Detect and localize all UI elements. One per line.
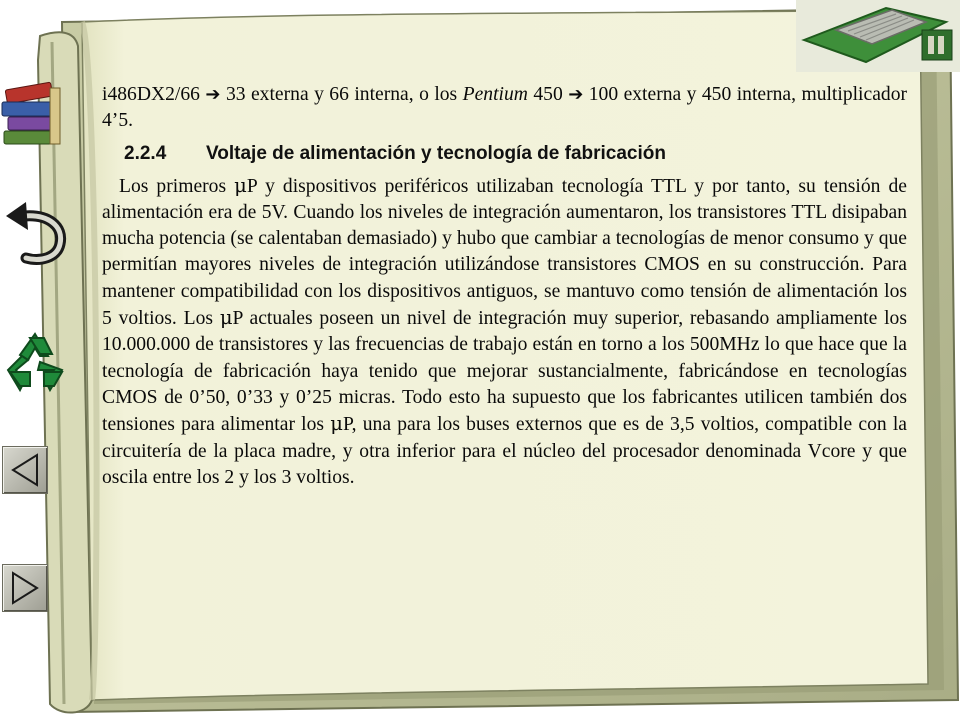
previous-page-button[interactable] [2,446,48,494]
arrow-icon: ➔ [205,84,221,105]
mu-symbol: μ [330,412,343,436]
books-icon[interactable] [0,78,68,148]
paragraph-first [102,82,907,135]
page-content [102,82,907,491]
next-page-icon [3,565,47,611]
previous-page-icon [3,447,47,493]
pentium-text: Pentium [462,84,528,105]
processor-chip-icon [796,0,960,72]
next-page-button[interactable] [2,564,48,612]
paragraph-main [102,173,907,492]
text-segment: i486DX2/66 [102,84,200,105]
section-heading [124,141,907,167]
return-arrow-icon[interactable] [2,200,70,270]
arrow-icon: ➔ [568,84,584,105]
text-segment: 33 externa y 66 interna, o los [220,84,463,105]
section-number: 2.2.4 [124,142,167,164]
text-segment: 450 [527,84,569,105]
text-segment: P, una para los buses externos que es de 3,5 voltios, compatible con la circuitería de la placa madre, y otra inferior para el núcleo del procesador denominada Vcore y que oscila entre los 2 y los 3 voltios. [102,414,907,488]
section-title: Voltaje de alimentación y tecnología de fabricación [206,142,666,164]
mu-symbol: μ [219,306,233,330]
text-segment: Los primeros [119,175,235,197]
recycle-icon[interactable] [0,330,70,394]
text-segment: P y dispositivos periféricos utilizaban tecnología TTL y por tanto, su tensión de alimentación era de 5V. Cuando los niveles de integración aumentaron, los transistores TTL disipaban mucha potencia (se calentaban demasiado) y hubo que cambiar a tecnologías de menor consumo y que permitían mayores niveles de integración utilizándose transistores CMOS en su construcción. Para mantener compatibilidad con los dispositivos antiguos, se mantuvo como tensión de alimentación los 5 voltios. Los [102,175,907,330]
text-segment: P actuales poseen un nivel de integración muy superior, rebasando ampliamente los 10.000.000 de transistores y las frecuencias de trabajo están en torno a los 500MHz lo que hace que la tecnología de fabricación haya tenido que mejorar sustancialmente, fabricándose en tecnologías CMOS de 0’50, 0’33 y 0’25 micras. Todo esto ha supuesto que los fabricantes utilicen también dos tensiones para alimentar los [102,308,907,436]
mu-symbol: μ [234,173,247,197]
text-segment: 100 externa y 450 interna, multiplicador 4’5. [102,84,908,132]
